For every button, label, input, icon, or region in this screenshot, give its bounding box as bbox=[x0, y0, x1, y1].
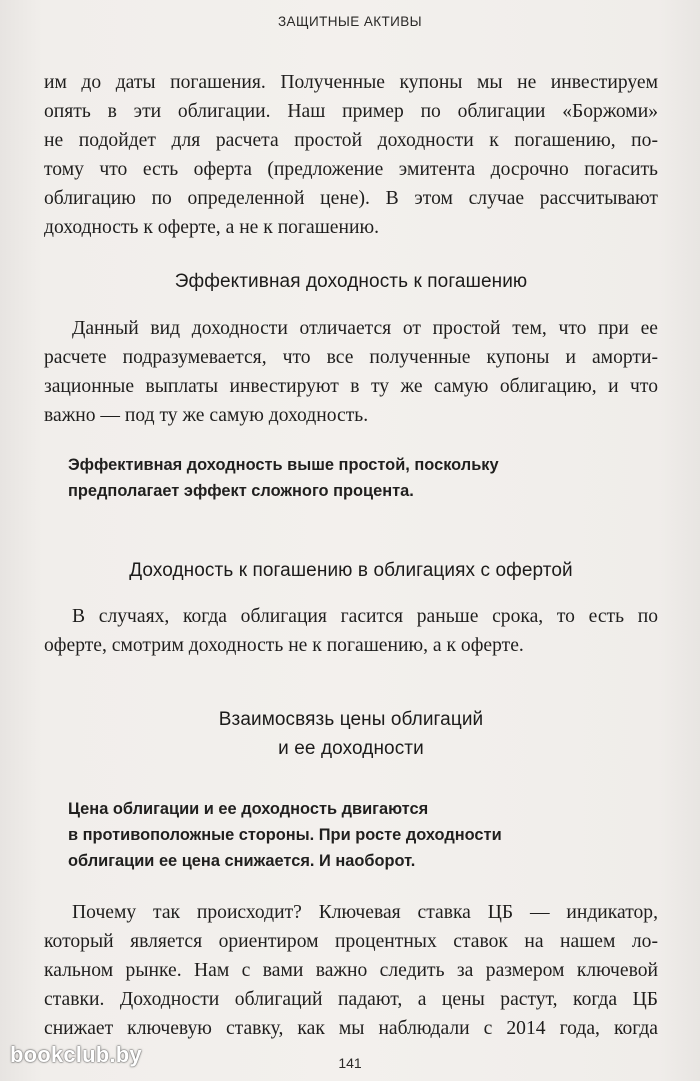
highlight-note bbox=[68, 796, 628, 874]
text-line: опять в эти облигации. Наш пример по облигации «Боржоми» bbox=[44, 101, 658, 122]
text-line: снижает ключевую ставку, как мы наблюдали с 2014 года, когда bbox=[44, 1018, 658, 1039]
text-line: зационные выплаты инвестируют в ту же самую облигацию, и что bbox=[44, 376, 658, 397]
text-line: облигацию по определенной цене). В этом случае рассчитывают bbox=[44, 188, 658, 209]
section-heading: Взаимосвязь цены облигаций bbox=[218, 709, 484, 730]
running-head: ЗАЩИТНЫЕ АКТИВЫ bbox=[278, 14, 422, 29]
paragraph-2 bbox=[44, 314, 658, 430]
text-line: тому что есть оферта (предложение эмитента досрочно погасить bbox=[44, 159, 658, 180]
text-line: В случаях, когда облигация гасится раньше срока, то есть по bbox=[72, 606, 658, 627]
highlight-note bbox=[68, 452, 628, 504]
paragraph-4 bbox=[44, 898, 658, 1043]
paragraph-1 bbox=[44, 68, 658, 242]
text-line: который является ориентиром процентных ставок на нашем ло- bbox=[44, 931, 658, 952]
note-line: Эффективная доходность выше простой, поскольку bbox=[68, 456, 499, 474]
text-line: не подойдет для расчета простой доходности к погашению, по- bbox=[44, 130, 658, 151]
note-line: предполагает эффект сложного процента. bbox=[68, 482, 414, 500]
text-line: оферте, смотрим доходность не к погашению, а к оферте. bbox=[44, 635, 524, 656]
section-heading: Доходность к погашению в облигациях с офертой bbox=[129, 560, 573, 581]
text-line: доходность к оферте, а не к погашению. bbox=[44, 217, 379, 238]
paragraph-3 bbox=[44, 602, 658, 660]
note-line: в противоположные стороны. При росте доходности bbox=[68, 826, 502, 844]
page-number: 141 bbox=[338, 1055, 362, 1071]
text-line: Данный вид доходности отличается от простой тем, что при ее bbox=[72, 318, 658, 339]
text-line: кальном рынке. Нам с вами важно следить за размером ключевой bbox=[44, 960, 658, 981]
text-line: им до даты погашения. Полученные купоны мы не инвестируем bbox=[44, 72, 658, 93]
watermark-logo: bookclub.by bbox=[10, 1042, 142, 1067]
text-line: Почему так происходит? Ключевая ставка ЦБ — индикатор, bbox=[72, 902, 658, 923]
note-line: Цена облигации и ее доходность двигаются bbox=[68, 800, 429, 818]
note-line: облигации ее цена снижается. И наоборот. bbox=[68, 852, 416, 870]
section-heading: Эффективная доходность к погашению bbox=[174, 271, 528, 292]
text-line: важно — под ту же самую доходность. bbox=[44, 405, 369, 426]
text-line: ставки. Доходности облигаций падают, а цены растут, когда ЦБ bbox=[44, 989, 658, 1010]
text-line: расчете подразумевается, что все полученные купоны и аморти- bbox=[44, 347, 658, 368]
section-heading: и ее доходности bbox=[278, 738, 424, 759]
